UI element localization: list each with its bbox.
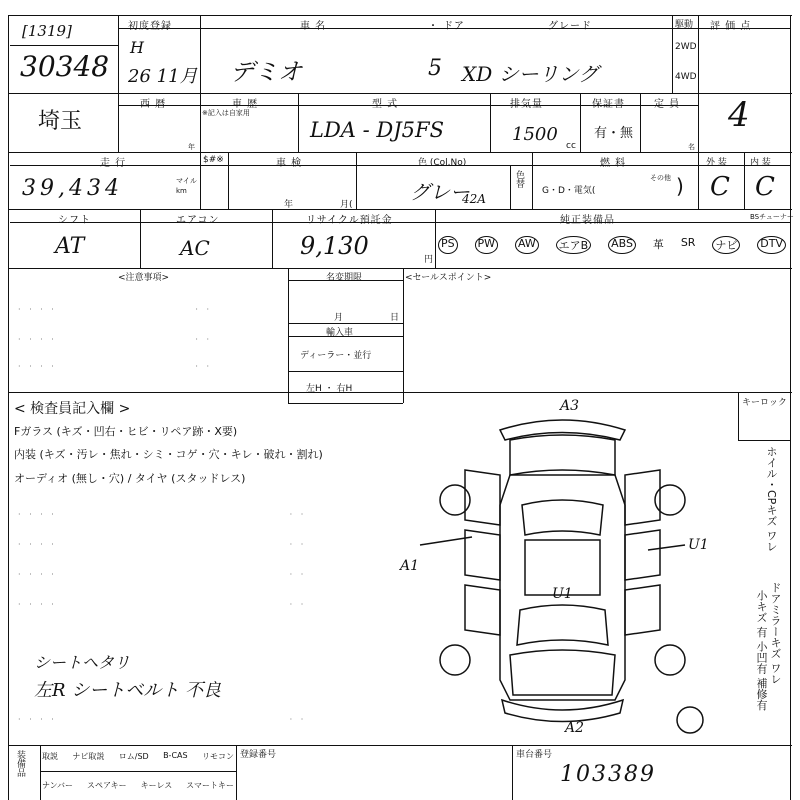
inspector-line-glass: Fガラス (キズ・凹右・ヒビ・リペア跡・X要) [14, 425, 238, 438]
equip-dtv: DTV [757, 236, 786, 254]
exterior-label: 外 装 [706, 158, 727, 168]
warranty-label: 保証書 [592, 99, 625, 110]
west-label: 西 暦 [140, 99, 167, 110]
equip-sr: SR [680, 236, 696, 249]
dotted-guide: · · · · · · [18, 570, 307, 579]
col-sep [698, 15, 699, 152]
footer-item-smart-key: スマートキー [186, 781, 234, 790]
model-label: 型 式 [372, 99, 399, 110]
footer-row-1 [42, 751, 234, 762]
rear-bumper [500, 420, 625, 440]
mark-bottom: A2 [565, 720, 585, 736]
col-sep [140, 209, 141, 268]
sales-points-label: <セールスポイント> [405, 273, 492, 283]
chassis-label: 車台番号 [516, 750, 553, 760]
fuel-close: ) [676, 174, 684, 198]
color-label: 色 (Col.No) [418, 158, 467, 168]
u1-leader [648, 545, 685, 550]
lot-sep [10, 45, 118, 46]
capacity-label: 定 員 [654, 99, 681, 110]
dotted-guide: · · · · · · [18, 305, 213, 314]
front-right-wheel [655, 645, 685, 675]
car-name-value: デミオ [230, 58, 302, 86]
col-sep [510, 165, 511, 209]
grade-value: XD シーリング [462, 62, 599, 86]
handwritten-note-2: 左R シートベルト 不良 [34, 680, 221, 701]
footer-row-2 [42, 780, 234, 791]
label-sep [288, 371, 403, 372]
col-sep [200, 15, 201, 93]
row-sep [8, 745, 792, 746]
mark-right: U1 [688, 537, 709, 553]
vertical-note-wheel: ホイル・CPキズ ワレ [765, 446, 778, 552]
mileage-label: 走 行 [100, 158, 127, 169]
name-change-label: 名変期限 [326, 273, 363, 283]
equip-leather: 革 [652, 238, 664, 251]
col-sep [200, 152, 201, 209]
yen-label: 円 [424, 255, 434, 265]
col-sep [200, 93, 201, 152]
mileage-mark: $#※ [203, 155, 224, 165]
frame-right [790, 15, 791, 800]
dotted-guide: · · · · · · [18, 715, 307, 724]
dotted-guide: · · · · · · [18, 510, 307, 519]
row-sep [8, 392, 792, 393]
displacement-label: 排気量 [510, 99, 543, 110]
equipment-list [438, 236, 790, 254]
drive-label: 駆動 [675, 20, 694, 30]
label-sep [10, 222, 790, 223]
grade-label: グレード [548, 21, 592, 32]
recycle-label: リサイクル預託金 [306, 215, 393, 226]
interior-value: C [755, 172, 775, 202]
drive-2wd: 2WD [675, 42, 697, 52]
name-change-month: 月 [334, 313, 344, 323]
hood [510, 650, 615, 695]
era-value: H [130, 38, 144, 57]
label-sep [40, 771, 236, 772]
vertical-note-mirror: ドアミラーキズ ワレ [769, 582, 782, 685]
chassis-value: 103389 [560, 762, 656, 787]
frame-left [8, 15, 9, 800]
inspector-line-audio: オーディオ (無し・穴) / タイヤ (スタッドレス) [14, 472, 246, 485]
fuel-options: G・D・電気( [542, 186, 596, 196]
genuine-label: 純正装備品 [560, 215, 615, 226]
mark-center: U1 [552, 586, 573, 602]
capacity-suffix: 名 [688, 143, 695, 151]
handle-label: 左H ・ 右H [306, 384, 353, 394]
inspection-label: 車 検 [276, 158, 303, 169]
vertical-note-damage: 小キズ 有 小凹有 補修有 [755, 590, 768, 711]
label-sep [288, 403, 403, 404]
mileage-value: 39,434 [22, 176, 123, 201]
col-sep [228, 152, 229, 209]
front-left-door [465, 585, 500, 635]
inspection-year: 年 [284, 200, 294, 210]
label-sep [738, 440, 790, 441]
import-label: 輸入車 [326, 328, 354, 338]
col-sep [403, 268, 404, 403]
reg-number-label: 登録番号 [240, 750, 277, 760]
handwritten-note-1: シートヘタリ [34, 653, 131, 672]
color-no-value: 42A [462, 192, 486, 206]
fuel-label: 燃 料 [600, 158, 627, 169]
footer-item-keyless: キーレス [140, 781, 173, 790]
rear-right-door [625, 530, 660, 580]
displacement-value: 1500 [512, 124, 558, 145]
label-sep [10, 165, 790, 166]
region-value: 埼玉 [38, 109, 83, 134]
inspector-title: < 検査員記入欄 > [14, 401, 131, 417]
row-sep [8, 209, 792, 210]
footer-item-number: ナンバー [42, 781, 74, 790]
car-diagram [390, 395, 735, 745]
warranty-value: 有・無 [594, 126, 634, 141]
inspection-month: 月( [340, 200, 353, 210]
col-sep [738, 392, 739, 440]
equip-navi: ナビ [712, 236, 740, 254]
col-sep [580, 93, 581, 152]
dotted-guide: · · · · · · [18, 540, 307, 549]
history-label: 車 歴 [232, 99, 259, 110]
key-lock-label: キーロック [742, 398, 787, 408]
equip-pw: PW [475, 236, 499, 254]
aircon-label: エアコン [176, 215, 220, 226]
recycle-value: 9,130 [300, 232, 369, 260]
footer-item-rom-sd: ロム/SD [118, 752, 149, 761]
shift-value: AT [55, 234, 85, 259]
door-label: ・ ドア [428, 21, 465, 32]
col-sep [640, 93, 641, 152]
col-sep [512, 745, 513, 800]
col-sep [698, 152, 699, 209]
footer-item-navi-manual: ナビ取説 [72, 752, 105, 761]
equip-airbag: エアB [556, 236, 592, 254]
mark-left: A1 [400, 558, 420, 574]
front-left-wheel [440, 645, 470, 675]
a1-leader [420, 537, 472, 545]
lot-number: 30348 [20, 50, 110, 83]
inspector-line-interior: 内装 (キズ・汚レ・焦れ・シミ・コゲ・穴・キレ・破れ・割れ) [14, 448, 323, 461]
dotted-guide: · · · · · · [18, 600, 307, 609]
footer-item-bcas: B-CAS [163, 751, 188, 760]
spare-tire [677, 707, 703, 733]
dotted-guide: · · · · · · [18, 362, 213, 371]
score-label: 評 価 点 [710, 21, 752, 32]
col-sep [118, 15, 119, 152]
score-value: 4 [728, 95, 750, 135]
year-month-value: 26 11月 [128, 66, 198, 87]
lot-bracket: [1319] [22, 22, 72, 40]
front-right-door [625, 585, 660, 635]
tuner-label: BSチューナー [750, 213, 794, 221]
interior-label: 内 装 [750, 158, 771, 168]
cc-label: cc [566, 141, 576, 151]
name-change-day: 日 [390, 313, 400, 323]
equip-ps: PS [438, 236, 458, 254]
mark-top: A3 [560, 398, 580, 414]
model-value: LDA - DJ5FS [310, 118, 444, 142]
col-sep [744, 152, 745, 209]
doors-value: 5 [428, 56, 442, 81]
fuel-other: その他 [650, 174, 671, 182]
color-value: グレー [410, 180, 470, 204]
col-sep [490, 93, 491, 152]
col-sep [532, 152, 533, 209]
rear-window [522, 500, 603, 535]
col-sep [272, 209, 273, 268]
mile-km-label: マイル km [176, 177, 197, 195]
dotted-guide: · · · · · · [18, 335, 213, 344]
equip-abs: ABS [608, 236, 636, 254]
footer-item-spare-key: スペアキー [86, 781, 127, 790]
footer-item-manual: 取説 [42, 752, 58, 761]
front-bumper [502, 700, 623, 722]
aircon-value: AC [180, 236, 210, 260]
drive-4wd: 4WD [675, 72, 697, 82]
windshield [517, 605, 608, 645]
dealer-label: ディーラー・並行 [300, 351, 372, 361]
history-note: ※記入は自家用 [202, 109, 250, 117]
col-sep [356, 152, 357, 209]
equip-aw: AW [515, 236, 539, 254]
first-reg-label: 初度登録 [128, 21, 172, 32]
notes-label: <注意事項> [118, 273, 170, 283]
col-sep [236, 745, 237, 800]
year-suffix: 年 [188, 143, 195, 151]
footer-side-label: 装備品 [15, 750, 25, 777]
car-name-label: 車 名 [300, 21, 327, 32]
trunk [510, 435, 615, 475]
col-sep [298, 93, 299, 152]
shift-label: シフト [58, 215, 91, 226]
footer-item-remote: リモコン [201, 752, 234, 761]
exterior-value: C [710, 172, 730, 202]
col-sep [435, 209, 436, 268]
col-sep [672, 15, 673, 93]
color-change-label: 色替 [514, 170, 524, 188]
